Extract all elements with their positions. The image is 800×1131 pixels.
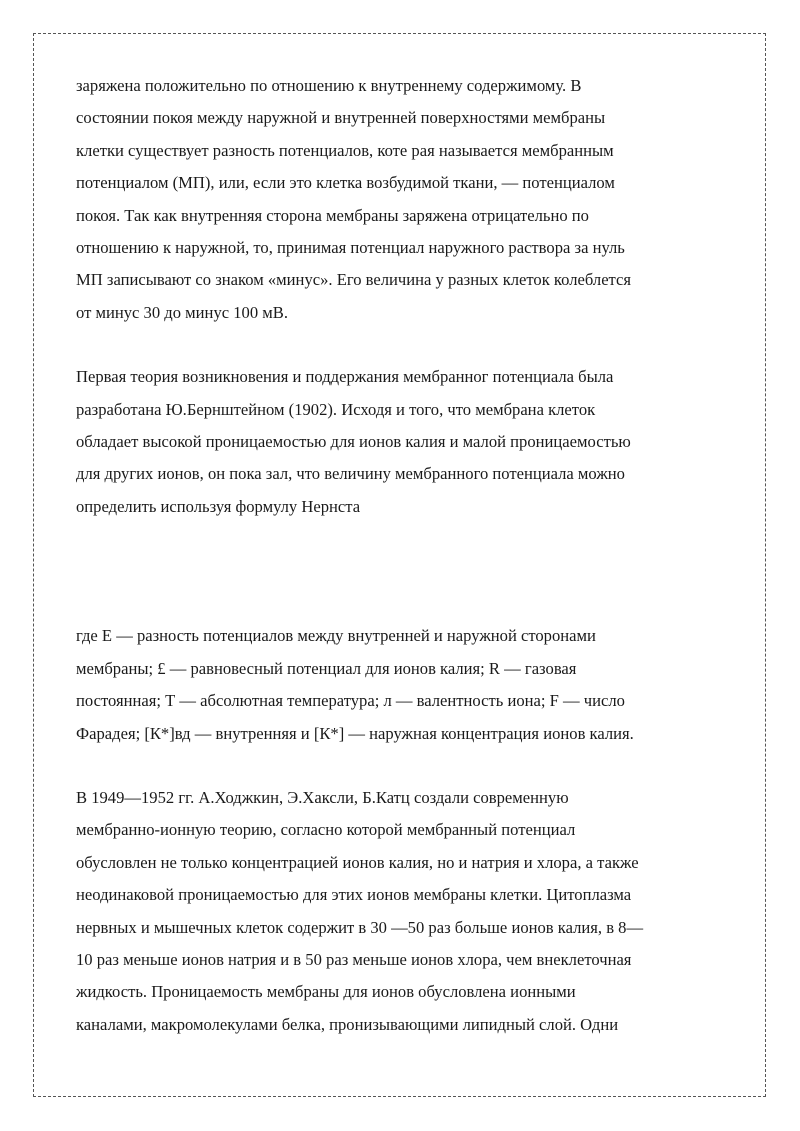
text-line: обусловлен не только концентрацией ионов калия, но и натрия и хлора, а также [76, 852, 639, 872]
paragraph-formula-legend [76, 620, 726, 750]
paragraph-resting-potential [76, 70, 726, 329]
text-line: МП записывают со знаком «минус». Его величина у разных клеток колеблется [76, 270, 632, 290]
text-line: разработана Ю.Бернштейном (1902). Исходя и того, что мембрана клеток [76, 399, 596, 419]
document-body [76, 70, 726, 1041]
text-line: состоянии покоя между наружной и внутренней поверхностями мембраны [76, 108, 606, 128]
paragraph-spacer [76, 750, 726, 782]
text-line: клетки существует разность потенциалов, коте рая называется мембранным [76, 140, 614, 160]
text-line: каналами, макромолекулами белка, пронизывающими липидный слой. Одни [76, 1014, 619, 1034]
text-line: постоянная; Т — абсолютная температура; л — валентность иона; F — число [76, 691, 625, 711]
text-line: Фарадея; [К*]вд — внутренняя и [К*] — наружная концентрация ионов калия. [76, 723, 634, 743]
text-line: неодинаковой проницаемостью для этих ионов мембраны клетки. Цитоплазма [76, 885, 632, 905]
text-line: обладает высокой проницаемостью для ионов калия и малой проницаемостью [76, 432, 631, 452]
paragraph-spacer [76, 329, 726, 361]
text-line: потенциалом (МП), или, если это клетка возбудимой ткани, — потенциалом [76, 173, 615, 193]
text-line: определить используя формулу Нернста [76, 496, 361, 516]
text-line: 10 раз меньше ионов натрия и в 50 раз меньше ионов хлора, чем внеклеточная [76, 949, 632, 969]
text-line: для других ионов, он пока зал, что величину мембранного потенциала можно [76, 464, 625, 484]
text-line: где Е — разность потенциалов между внутренней и наружной сторонами [76, 626, 596, 646]
text-line: покоя. Так как внутренняя сторона мембраны заряжена отрицательно по [76, 205, 589, 225]
text-line: мембранно-ионную теорию, согласно которой мембранный потенциал [76, 820, 576, 840]
text-line: В 1949—1952 гг. А.Ходжкин, Э.Хаксли, Б.Катц создали современную [76, 787, 569, 807]
text-line: отношению к наружной, то, принимая потенциал наружного раствора за нуль [76, 238, 625, 258]
paragraph-bernstein-theory [76, 361, 726, 523]
text-line: Первая теория возникновения и поддержания мембранног потенциала была [76, 367, 614, 387]
text-line: мембраны; £ — равновесный потенциал для ионов калия; R — газовая [76, 658, 577, 678]
text-line: от минус 30 до минус 100 мВ. [76, 302, 289, 322]
text-line: заряжена положительно по отношению к внутреннему содержимому. В [76, 76, 582, 95]
text-line: нервных и мышечных клеток содержит в 30 —50 раз больше ионов калия, в 8— [76, 917, 644, 937]
formula-placeholder [76, 523, 726, 620]
paragraph-membrane-ion-theory [76, 782, 726, 1041]
text-line: жидкость. Проницаемость мембраны для ионов обусловлена ионными [76, 982, 576, 1002]
